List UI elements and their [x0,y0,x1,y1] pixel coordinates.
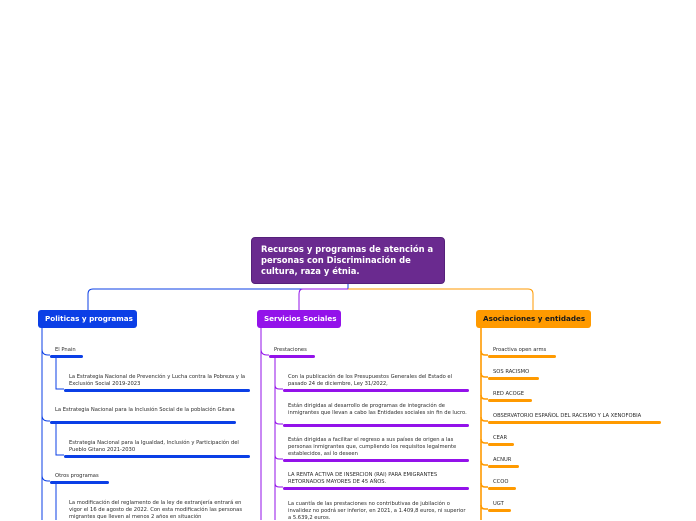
connector-line [275,420,283,424]
connector-line [56,424,64,455]
subtopic-acnur[interactable] [493,457,553,464]
underline-bar [50,421,236,424]
subtopic-label: La Estrategia Nacional para la Inclusión Social de la población Gitana [55,407,235,413]
branch-politicas-y-programas[interactable] [38,310,137,328]
underline-bar [488,509,511,512]
subtopic-label: La Estrategia Nacional de Prevención y Lucha contra la Pobreza y la Exclusión Social 2019-2023 [69,374,246,387]
subtopic-proactiva[interactable] [493,347,583,354]
underline-bar [488,355,556,358]
subtopic-label: RED ACOGE [493,391,524,397]
connector-line [481,351,488,355]
subtopic-integracion[interactable] [288,403,468,417]
subtopic-label: Prestaciones [274,347,307,353]
connector-line [481,461,488,465]
subtopic-no-contributivas[interactable] [288,501,468,521]
subtopic-label: SOS RACISMO [493,369,530,375]
subtopic-label: UGT [493,501,504,507]
subtopic-reglamento-extranjeria[interactable] [69,500,251,520]
subtopic-presupuestos[interactable] [288,374,468,388]
subtopic-label: El Pnain [55,347,76,353]
underline-bar [269,355,315,358]
subtopic-estrategia-igualdad[interactable] [69,440,249,454]
subtopic-label: CEAR [493,435,508,441]
branch-label: Servicios Sociales [264,314,337,323]
connector-line [42,475,50,481]
subtopic-ccoo[interactable] [493,479,553,486]
connector-line [56,358,64,389]
underline-bar [50,481,109,484]
branch-servicios-sociales[interactable] [257,310,341,328]
subtopic-sos-racismo[interactable] [493,369,583,376]
subtopic-ugt[interactable] [493,501,553,508]
underline-bar [283,424,469,427]
subtopic-label: Están dirigidas al desarrollo de programas de integración de inmigrantes que llevan a cabo las Entidades sociales sin fin de lucro. [288,403,467,416]
subtopic-estrategia-gitana[interactable] [55,407,237,414]
subtopic-otros-programas[interactable] [55,473,115,480]
underline-bar [488,465,519,468]
connector-line [348,289,533,310]
connector-line [299,289,348,310]
subtopic-label: La modificación del reglamento de la ley de extranjería entrará en vigor el 16 de agosto de 2022. Con esta modificación las personas migrantes que lleven al menos 2 años en situación [69,500,243,520]
connector-line [481,417,488,421]
subtopic-prestaciones[interactable] [274,347,334,354]
underline-bar [283,389,469,392]
subtopic-label: CCOO [493,479,509,485]
branch-asociaciones-y-entidades[interactable] [476,310,591,328]
root-topic[interactable] [251,237,445,284]
subtopic-label: Están dirigidas a facilitar el regreso a sus países de origen a las personas inmigrantes que, cumpliendo los requisitos legalmente establecidos, así lo deseen [288,437,457,457]
underline-bar [64,389,250,392]
connector-line [481,373,488,377]
subtopic-label: Proactiva open arms [493,347,547,353]
subtopic-label: Otros programas [55,473,99,479]
underline-bar [488,399,532,402]
connector-line [481,505,488,509]
subtopic-estrategia-pobreza[interactable] [69,374,247,388]
connector-line [261,349,269,355]
subtopic-label: La cuantía de las prestaciones no contributivas de jubilación o invalidez no podrá ser inferior, en 2021, a 1.409,8 euros, ni superior a 5.639,2 euros. [288,501,466,521]
subtopic-label: OBSERVATORIO ESPAÑOL DEL RACISMO Y LA XENOFOBIA [493,413,642,419]
branch-label: Asociaciones y entidades [483,314,586,323]
connector-line [481,395,488,399]
subtopic-label: Estrategia Nacional para la Igualdad, Inclusión y Participación del Pueblo Gitano 2021-2030 [69,440,239,453]
subtopic-retorno[interactable] [288,437,468,457]
underline-bar [488,421,661,424]
underline-bar [488,487,516,490]
underline-bar [488,443,514,446]
connector-line [275,385,283,389]
subtopic-label: LA RENTA ACTIVA DE INSERCION (RAI) PARA EMIGRANTES RETORNADOS MAYORES DE 45 AÑOS. [288,472,438,485]
subtopic-el-pnain[interactable] [55,347,115,354]
underline-bar [283,487,469,490]
subtopic-label: ACNUR [493,457,512,463]
connector-line [42,415,50,421]
subtopic-rai[interactable] [288,472,468,486]
subtopic-observatorio[interactable] [493,413,668,420]
underline-bar [488,377,539,380]
underline-bar [50,355,83,358]
underline-bar [64,455,250,458]
connector-line [275,483,283,487]
subtopic-red-acoge[interactable] [493,391,583,398]
branch-label: Politicas y programas [45,314,133,323]
connector-line [275,455,283,459]
underline-bar [283,459,469,462]
connector-line [481,483,488,487]
connector-line [42,349,50,355]
subtopic-label: Con la publicación de los Presupuestos Generales del Estado el pasado 24 de diciembre, Ley 31/2022, [288,374,453,387]
root-topic-label: Recursos y programas de atención a personas con Discriminación de cultura, raza y étnia. [261,244,434,276]
connector-line [481,439,488,443]
connector-line [88,284,348,310]
subtopic-cear[interactable] [493,435,553,442]
